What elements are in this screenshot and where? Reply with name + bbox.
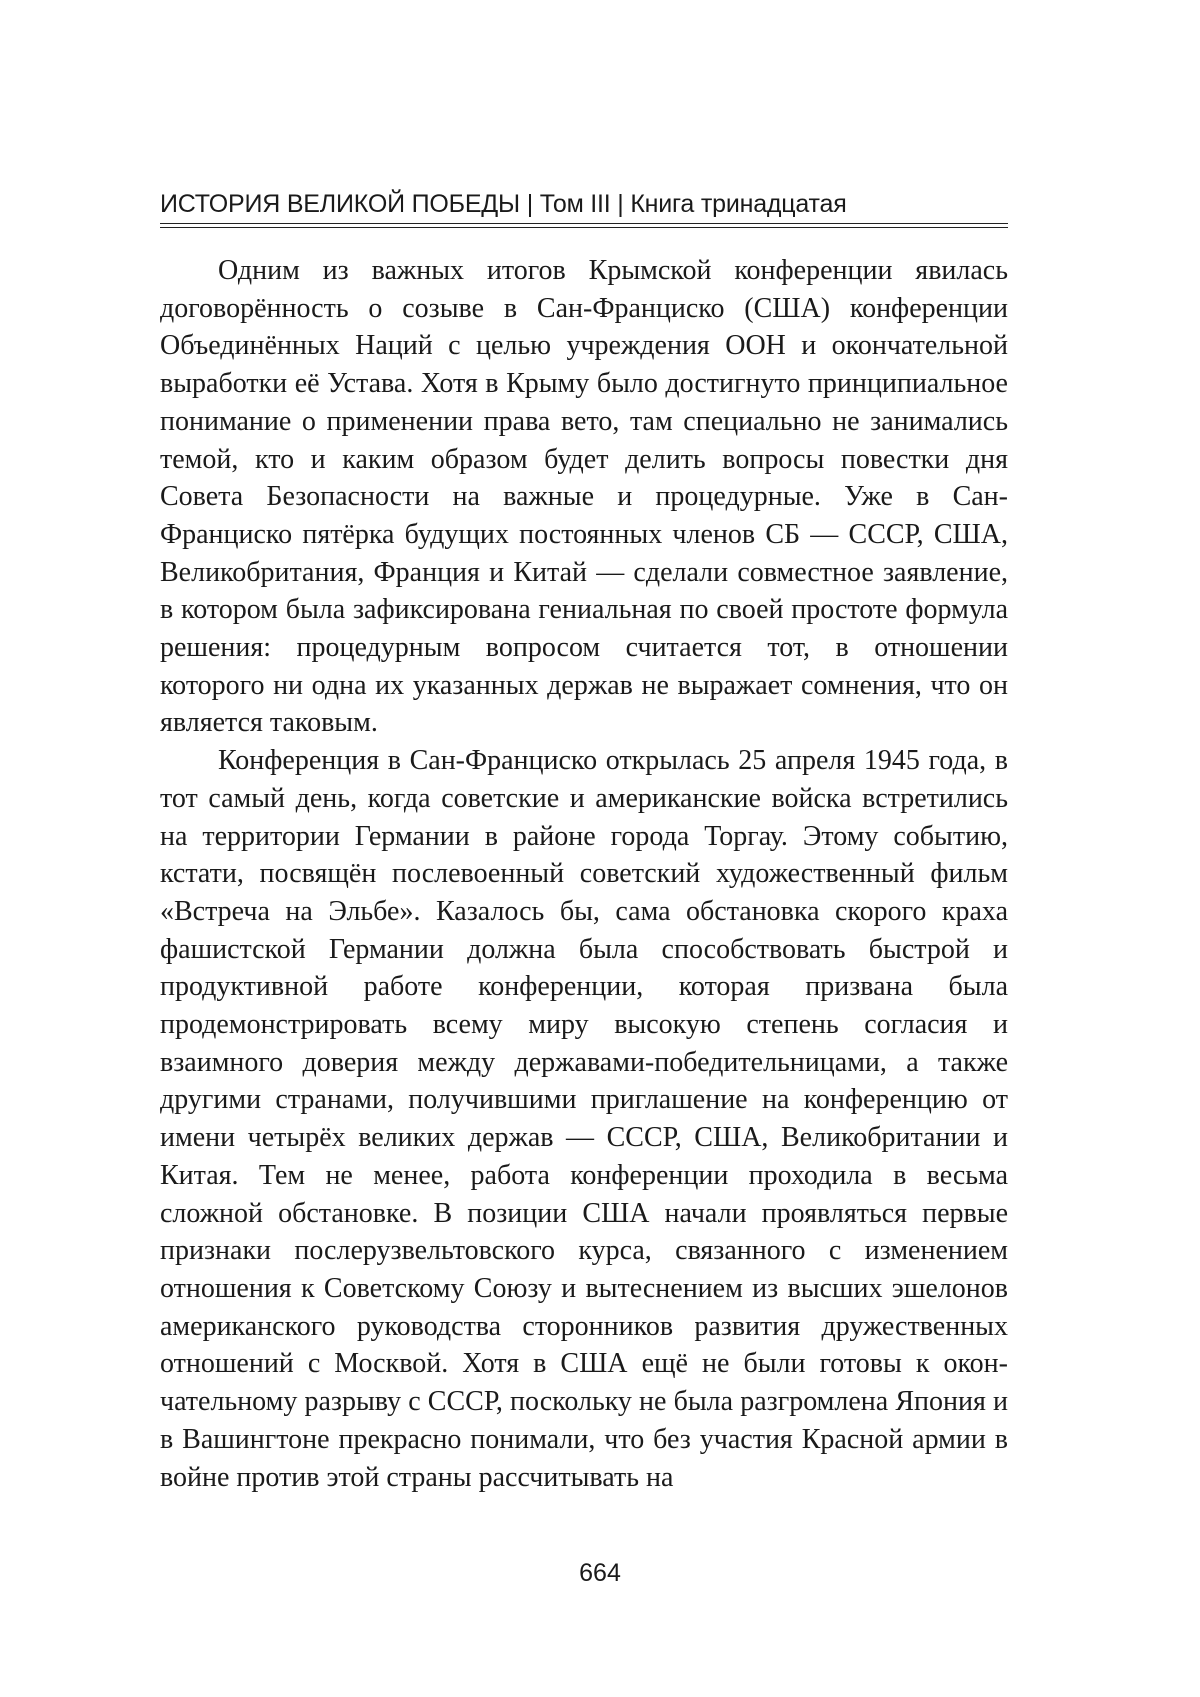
paragraph-2: Конференция в Сан-Франциско открылась 25 апреля 1945 года, в тот самый день, когда советские и американские войска встретились на территории Германии в районе города Торгау. Этому событию, кстати, посвящён послевоенный советский художественный фильм «Встреча на Эльбе». Казалось бы, сама обстановка скорого краха фашистской Германии должна была способствовать быстрой и продуктивной работе конференции, которая призвана была продемонстрировать всему миру высокую степень согласия и взаимного доверия между державами-победительницами, а также другими странами, получившими приглашение на конференцию от имени четырёх великих держав — СССР, США, Великобритании и Китая. Тем не менее, работа конференции проходила в весьма сложной обстановке. В позиции США начали проявляться первые признаки послерузвельтовского курса, связанного с изменением отношения к Советскому Союзу и вытеснением из высших эшелонов американского руководства сторонников развития дружественных отношений с Москвой. Хотя в США ещё не были готовы к окончательному разрыву с СССР, поскольку не была разгромлена Япония и в Вашингтоне прекрасно понимали, что без участия Красной армии в войне против этой страны рассчитывать на <box>160 745 1008 1493</box>
main-text <box>160 252 1008 1496</box>
page-number: 664 <box>579 1559 621 1587</box>
header-double-rule <box>160 223 1008 228</box>
running-header: ИСТОРИЯ ВЕЛИКОЙ ПОБЕДЫ | Том III | Книга тринадцатая <box>160 190 847 218</box>
paragraph-1: Одним из важных итогов Крымской конференции явилась договорённость о созыве в Сан-Франциско (США) конференции Объединённых Наций с целью учреждения ООН и окончательной выработки её Устава. Хотя в Крыму было достигнуто принципиальное понимание о применении права вето, там специально не занимались темой, кто и каким образом будет делить вопросы повестки дня Совета Безопасности на важные и процедурные. Уже в Сан-Франциско пятёрка будущих постоянных членов СБ — СССР, США, Великобритания, Франция и Китай — сделали совместное заявление, в котором была зафиксирована гениальная по своей простоте формула решения: процедурным вопросом считается тот, в отношении которого ни одна их указанных держав не выражает сомнения, что он является таковым. <box>160 255 1008 739</box>
